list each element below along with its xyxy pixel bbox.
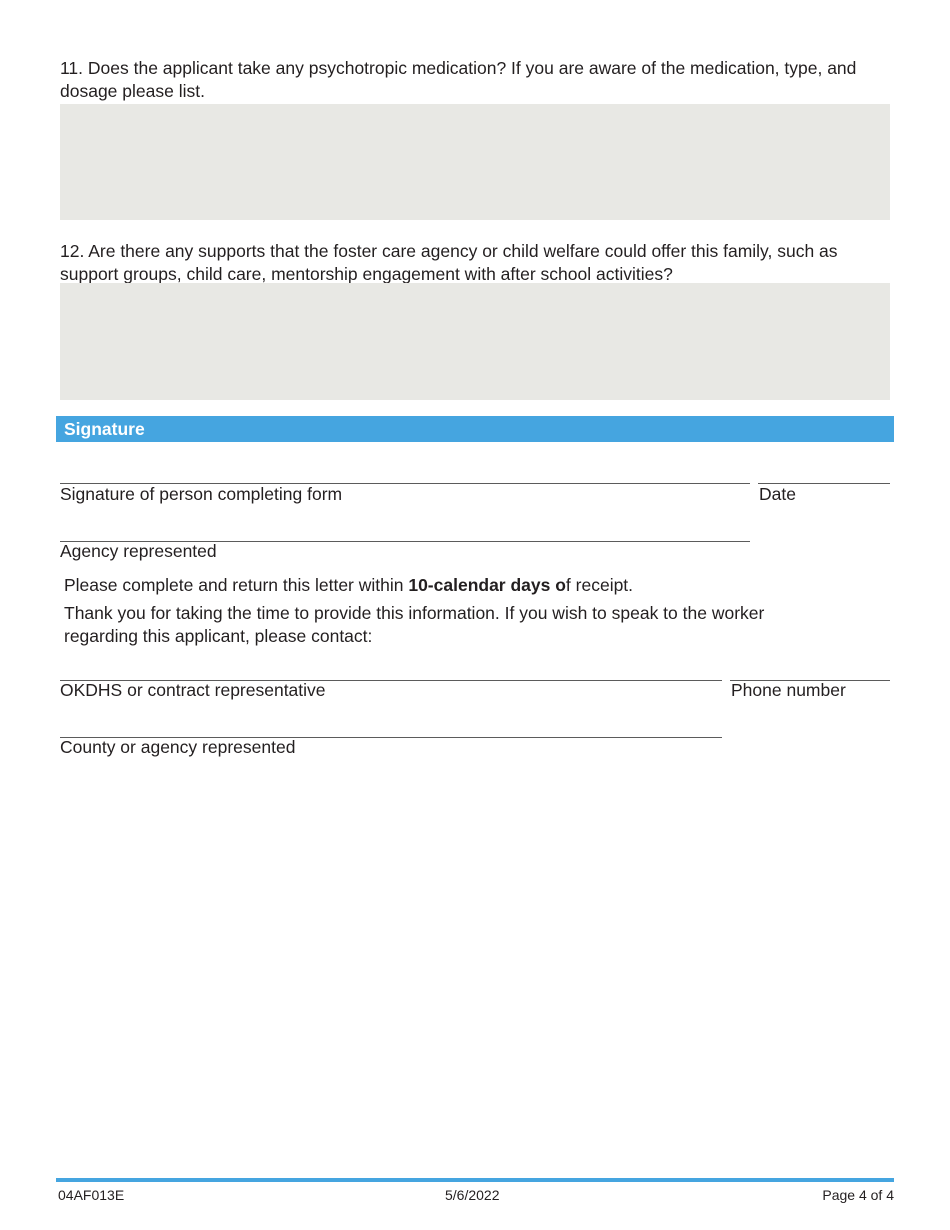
question-11-answer-field[interactable] [60,104,890,220]
agency-label: Agency represented [60,541,217,561]
signature-label: Signature of person completing form [60,484,343,504]
question-12-answer-field[interactable] [60,283,890,400]
footer-rule [56,1178,894,1182]
return-instruction [64,574,864,597]
signature-section-heading: Signature [56,416,894,442]
question-11-text: 11. Does the applicant take any psychotropic medication? If you are aware of the medication, type, and dosage please list. [60,58,857,101]
page-number: Page 4 of 4 [822,1187,894,1203]
footer-date: 5/6/2022 [445,1187,500,1203]
return-suffix: f receipt. [565,575,634,595]
return-deadline: 10-calendar days o [408,575,566,595]
date-label: Date [759,484,796,504]
thanks-paragraph: Thank you for taking the time to provide this information. If you wish to speak to the worker regarding this applicant, please contact: [64,603,765,646]
question-12-text: 12. Are there any supports that the foster care agency or child welfare could offer this family, such as support groups, child care, mentorship engagement with after school activities? [60,241,838,284]
phone-label: Phone number [731,680,846,700]
county-label: County or agency represented [60,737,296,757]
representative-label: OKDHS or contract representative [60,680,326,700]
form-code: 04AF013E [58,1187,125,1203]
return-prefix: Please complete and return this letter within [64,575,409,595]
